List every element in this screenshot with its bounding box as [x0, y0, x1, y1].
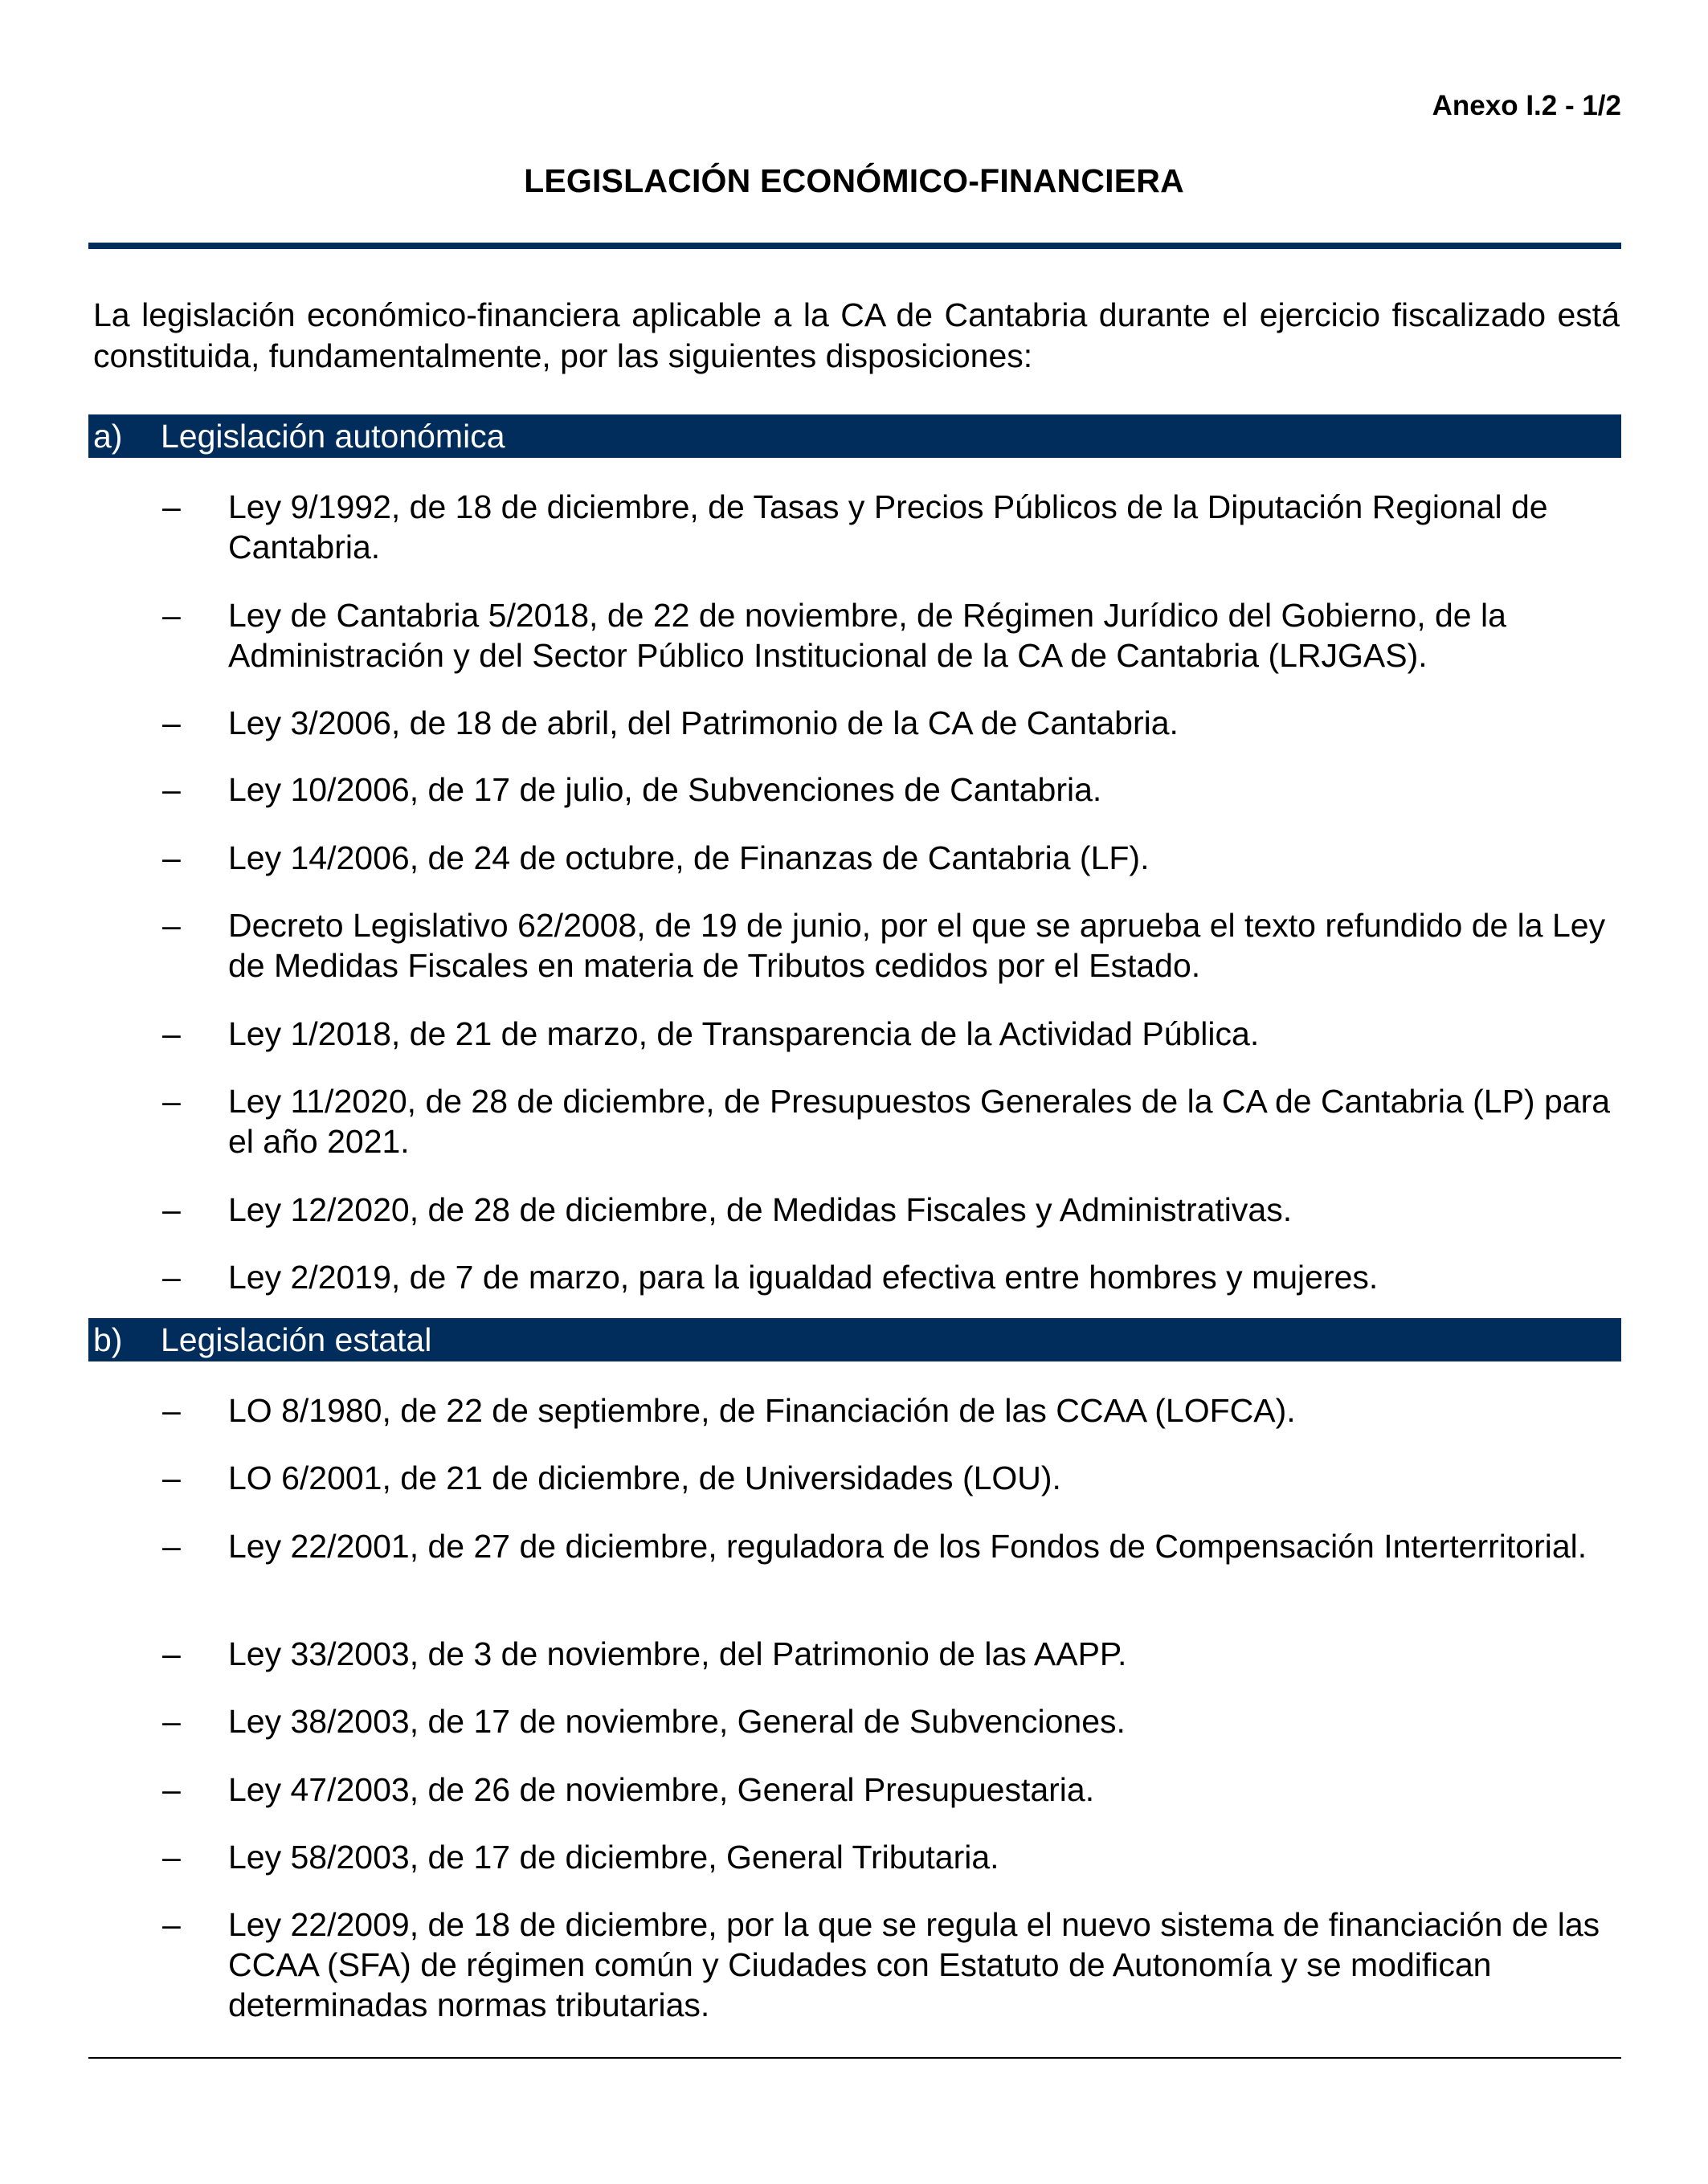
- list-item-text: Ley 12/2020, de 28 de diciembre, de Medidas Fiscales y Administrativas.: [228, 1191, 1293, 1228]
- dash-bullet: –: [162, 704, 181, 741]
- list-item-text: LO 8/1980, de 22 de septiembre, de Financiación de las CCAA (LOFCA).: [228, 1392, 1296, 1429]
- section-letter: b): [93, 1321, 123, 1358]
- section-label: Legislación autonómica: [161, 418, 505, 455]
- list-item-text: Ley 2/2019, de 7 de marzo, para la igualdad efectiva entre hombres y mujeres.: [228, 1259, 1379, 1296]
- list-item-text: Ley 58/2003, de 17 de diciembre, General Tributaria.: [228, 1839, 999, 1876]
- dash-bullet: –: [162, 597, 181, 634]
- section-header-estatal: [88, 1318, 1621, 1361]
- list-item-text: Ley 3/2006, de 18 de abril, del Patrimonio de la CA de Cantabria.: [228, 704, 1179, 741]
- dash-bullet: –: [162, 1906, 181, 1943]
- dash-bullet: –: [162, 1528, 181, 1565]
- dash-bullet: –: [162, 1635, 181, 1672]
- list-item-text: LO 6/2001, de 21 de diciembre, de Universidades (LOU).: [228, 1459, 1061, 1496]
- list-item-text: Ley 9/1992, de 18 de diciembre, de Tasas y Precios Públicos de la Diputación Regional de Cantabria.: [228, 488, 1548, 565]
- dash-bullet: –: [162, 1459, 181, 1496]
- list-item-text: Ley 47/2003, de 26 de noviembre, General Presupuestaria.: [228, 1771, 1095, 1808]
- section-label: Legislación estatal: [161, 1321, 432, 1358]
- section-letter: a): [93, 418, 123, 455]
- list-item-text: Ley 22/2009, de 18 de diciembre, por la que se regula el nuevo sistema de financiación de las CCAA (SFA) de régimen común y Ciudades con Estatuto de Autonomía y se modifican determinadas normas tributarias.: [228, 1906, 1600, 2023]
- dash-bullet: –: [162, 1392, 181, 1429]
- dash-bullet: –: [162, 771, 181, 808]
- list-item-text: Ley 11/2020, de 28 de diciembre, de Presupuestos Generales de la CA de Cantabria (LP) para el año 2021.: [228, 1083, 1611, 1160]
- list-item-text: Ley de Cantabria 5/2018, de 22 de noviembre, de Régimen Jurídico del Gobierno, de la Administración y del Sector Público Institucional de la CA de Cantabria (LRJGAS).: [228, 597, 1506, 674]
- list-item-text: Ley 33/2003, de 3 de noviembre, del Patrimonio de las AAPP.: [228, 1635, 1127, 1672]
- footer-divider: [88, 2057, 1621, 2059]
- list-item-text: Ley 22/2001, de 27 de diciembre, reguladora de los Fondos de Compensación Interterritorial.: [228, 1528, 1587, 1565]
- dash-bullet: –: [162, 839, 181, 876]
- list-item-text: Ley 10/2006, de 17 de julio, de Subvenciones de Cantabria.: [228, 771, 1102, 808]
- dash-bullet: –: [162, 488, 181, 525]
- dash-bullet: –: [162, 1191, 181, 1228]
- list-item-text: Ley 14/2006, de 24 de octubre, de Finanzas de Cantabria (LF).: [228, 839, 1150, 876]
- dash-bullet: –: [162, 1839, 181, 1876]
- annex-label: Anexo I.2 - 1/2: [1432, 90, 1621, 121]
- intro-paragraph: La legislación económico-financiera aplicable a la CA de Cantabria durante el ejercicio fiscalizado está constituida, fundamentalmente, por las siguientes disposiciones:: [93, 296, 1620, 374]
- list-item-text: Decreto Legislativo 62/2008, de 19 de junio, por el que se aprueba el texto refundido de la Ley de Medidas Fiscales en materia de Tributos cedidos por el Estado.: [228, 907, 1606, 984]
- list-item-text: Ley 1/2018, de 21 de marzo, de Transparencia de la Actividad Pública.: [228, 1015, 1260, 1052]
- page-title: LEGISLACIÓN ECONÓMICO-FINANCIERA: [524, 162, 1184, 199]
- dash-bullet: –: [162, 1771, 181, 1808]
- list-item-text: Ley 38/2003, de 17 de noviembre, General de Subvenciones.: [228, 1703, 1126, 1740]
- dash-bullet: –: [162, 1015, 181, 1052]
- dash-bullet: –: [162, 1703, 181, 1740]
- dash-bullet: –: [162, 1083, 181, 1120]
- title-divider: [88, 243, 1621, 249]
- dash-bullet: –: [162, 1259, 181, 1296]
- dash-bullet: –: [162, 907, 181, 944]
- section-header-autonomica: [88, 414, 1621, 458]
